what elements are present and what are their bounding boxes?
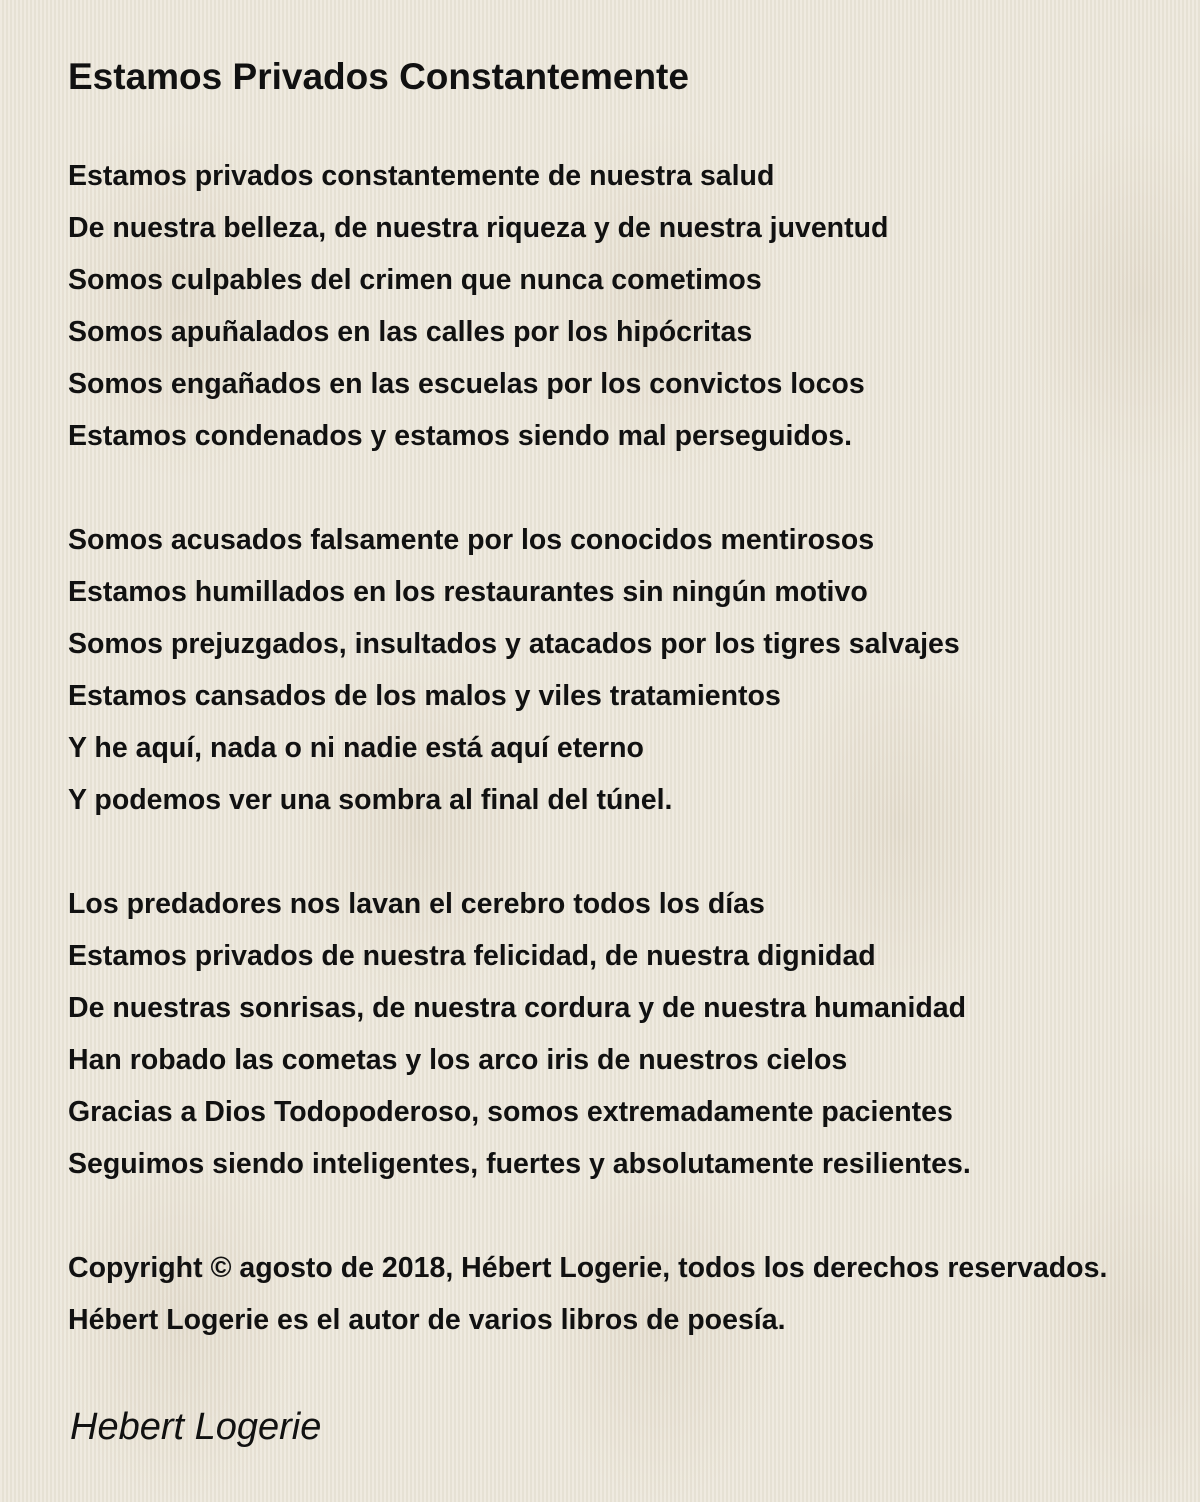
poem-line: Somos culpables del crimen que nunca cometimos (68, 264, 762, 296)
poem-line: Somos prejuzgados, insultados y atacados por los tigres salvajes (68, 628, 960, 660)
stanza-3 (68, 878, 1200, 1190)
poem-line: Estamos humillados en los restaurantes sin ningún motivo (68, 576, 868, 608)
stanza-1 (68, 150, 1200, 462)
poem-line: Estamos privados constantemente de nuestra salud (68, 160, 775, 192)
poem-line: Somos engañados en las escuelas por los convictos locos (68, 368, 865, 400)
poem-line: Seguimos siendo inteligentes, fuertes y absolutamente resilientes. (68, 1148, 971, 1180)
poem-line: Los predadores nos lavan el cerebro todos los días (68, 888, 765, 920)
poem-line: Han robado las cometas y los arco iris de nuestros cielos (68, 1044, 848, 1076)
poem-line: Somos apuñalados en las calles por los hipócritas (68, 316, 753, 348)
poem-line: Somos acusados falsamente por los conocidos mentirosos (68, 524, 875, 556)
poem-line: Estamos condenados y estamos siendo mal perseguidos. (68, 420, 852, 452)
poem-line: Estamos privados de nuestra felicidad, de nuestra dignidad (68, 940, 876, 972)
copyright-notice (68, 1242, 1200, 1346)
poem-line: Estamos cansados de los malos y viles tratamientos (68, 680, 781, 712)
copyright-line: Copyright © agosto de 2018, Hébert Logerie, todos los derechos reservados. (68, 1252, 1108, 1284)
poem-line: De nuestra belleza, de nuestra riqueza y de nuestra juventud (68, 212, 889, 244)
poem-line: Y podemos ver una sombra al final del túnel. (68, 784, 673, 816)
poem-container (68, 54, 1200, 1346)
poem-line: Y he aquí, nada o ni nadie está aquí eterno (68, 732, 644, 764)
author-signature: Hebert Logerie (70, 1406, 322, 1448)
poem-line: Gracias a Dios Todopoderoso, somos extremadamente pacientes (68, 1096, 953, 1128)
stanza-2 (68, 514, 1200, 826)
poem-title: Estamos Privados Constantemente (68, 56, 689, 97)
poem-line: De nuestras sonrisas, de nuestra cordura y de nuestra humanidad (68, 992, 967, 1024)
author-bio-line: Hébert Logerie es el autor de varios libros de poesía. (68, 1304, 786, 1336)
